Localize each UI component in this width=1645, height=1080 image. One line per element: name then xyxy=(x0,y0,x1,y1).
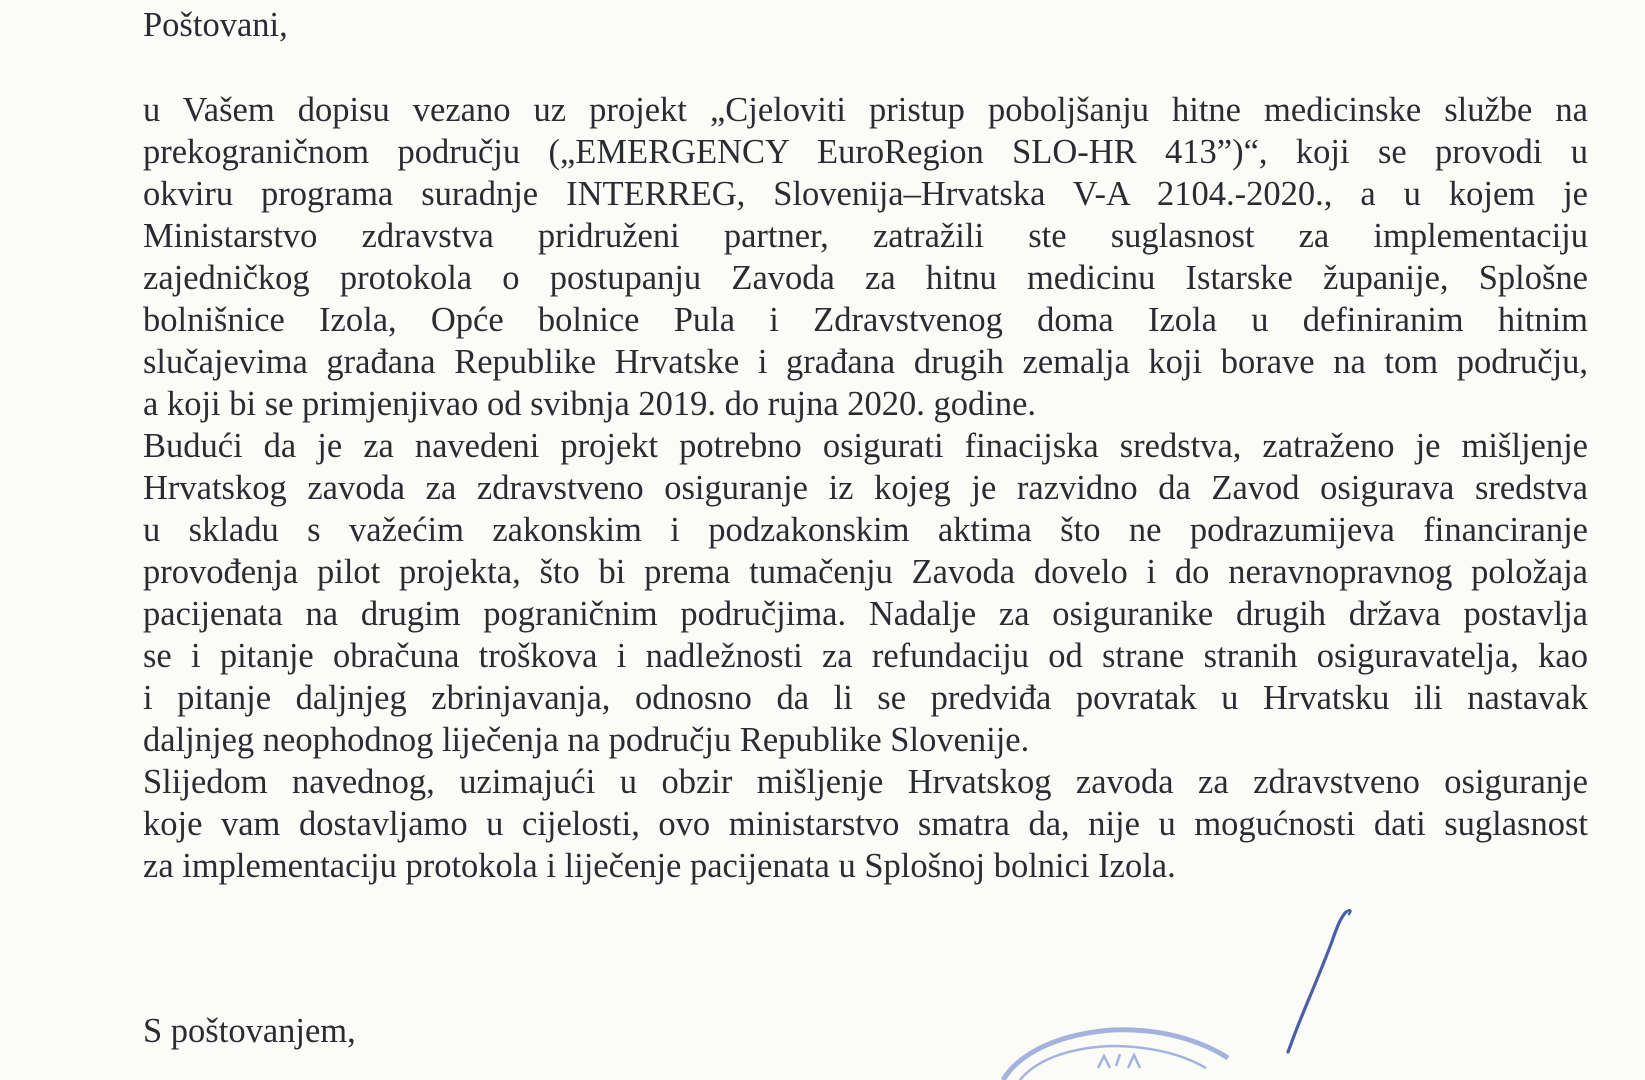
paragraph-line: koje vam dostavljamo u cijelosti, ovo ministarstvo smatra da, nije u mogućnosti dati suglasnost xyxy=(143,805,1588,843)
paragraph-line: pacijenata na drugim pograničnim područjima. Nadalje za osiguranike drugih država postavlja xyxy=(143,595,1588,633)
paragraph-line: Ministarstvo zdravstva pridruženi partner, zatražili ste suglasnost za implementaciju xyxy=(143,217,1588,255)
paragraph-line: a koji bi se primjenjivao od svibnja 2019. do rujna 2020. godine. xyxy=(143,385,1037,423)
paragraph-line: prekograničnom području („EMERGENCY EuroRegion SLO-HR 413”)“, koji se provodi u xyxy=(143,133,1588,171)
paragraph-line: Slijedom navednog, uzimajući u obzir mišljenje Hrvatskog zavoda za zdravstveno osiguranje xyxy=(143,763,1588,801)
paragraph-line: za implementaciju protokola i liječenje pacijenata u Splošnoj bolnici Izola. xyxy=(143,847,1176,885)
paragraph-line: bolnišnice Izola, Opće bolnice Pula i Zdravstvenog doma Izola u definiranim hitnim xyxy=(143,301,1588,339)
paragraph-line: okviru programa suradnje INTERREG, Slovenija–Hrvatska V-A 2104.-2020., a u kojem je xyxy=(143,175,1588,213)
paragraph-line: u skladu s važećim zakonskim i podzakonskim aktima što ne podrazumijeva financiranje xyxy=(143,511,1588,549)
paragraph-line: provođenja pilot projekta, što bi prema tumačenju Zavoda dovelo i do neravnopravnog položaja xyxy=(143,553,1588,591)
paragraph-line: zajedničkog protokola o postupanju Zavoda za hitnu medicinu Istarske županije, Splošne xyxy=(143,259,1588,297)
paragraph-line: i pitanje daljnjeg zbrinjavanja, odnosno da li se predviđa povratak u Hrvatsku ili nastavak xyxy=(143,679,1588,717)
paragraph-line: Hrvatskog zavoda za zdravstveno osiguranje iz kojeg je razvidno da Zavod osigurava sredstva xyxy=(143,469,1588,507)
paragraph-line: se i pitanje obračuna troškova i nadležnosti za refundaciju od strane stranih osiguravatelja, kao xyxy=(143,637,1588,675)
paragraph-line: daljnjeg neophodnog liječenja na području Republike Slovenije. xyxy=(143,721,1030,759)
signature-stroke-tick xyxy=(1346,910,1350,914)
paragraph-line: Budući da je za navedeni projekt potrebno osigurati finacijska sredstva, zatraženo je mišljenje xyxy=(143,427,1588,465)
paragraph-line: slučajevima građana Republike Hrvatske i građana drugih zemalja koji borave na tom području, xyxy=(143,343,1588,381)
closing: S poštovanjem, xyxy=(143,1012,356,1050)
greeting: Poštovani, xyxy=(143,6,288,44)
paragraph-line: u Vašem dopisu vezano uz projekt „Cjeloviti pristup poboljšanju hitne medicinske službe na xyxy=(143,91,1588,129)
